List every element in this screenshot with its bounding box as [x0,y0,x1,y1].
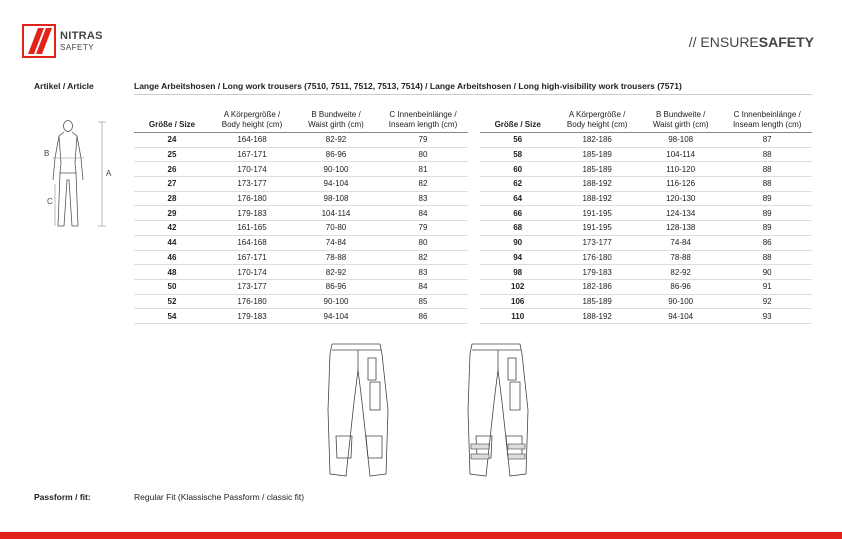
size-cell: 98 [480,265,555,280]
size-cell: 28 [134,191,210,206]
waist-cell: 104-114 [294,206,378,221]
inseam-cell: 91 [722,279,812,294]
size-cell: 48 [134,265,210,280]
waist-cell: 74-84 [294,235,378,250]
header-height: A Körpergröße / Body height (cm) [555,110,639,133]
table-row [480,250,812,265]
size-cell: 29 [134,206,210,221]
height-cell: 185-189 [555,147,639,162]
table-row [134,265,468,280]
table-row [480,162,812,177]
height-cell: 161-165 [210,221,294,236]
label-c: C [47,197,53,206]
waist-cell: 78-88 [294,250,378,265]
height-cell: 188-192 [555,191,639,206]
waist-cell: 90-100 [294,162,378,177]
height-cell: 182-186 [555,279,639,294]
height-cell: 173-177 [210,177,294,192]
waist-cell: 82-92 [639,265,722,280]
waist-cell: 128-138 [639,221,722,236]
inseam-cell: 84 [378,279,468,294]
header-inseam: C Innenbeinlänge / Inseam length (cm) [378,110,468,133]
inseam-cell: 88 [722,250,812,265]
size-cell: 102 [480,279,555,294]
height-cell: 176-180 [555,250,639,265]
brand-logo [22,24,112,58]
inseam-cell: 86 [722,235,812,250]
waist-cell: 120-130 [639,191,722,206]
inseam-cell: 84 [378,206,468,221]
inseam-cell: 80 [378,147,468,162]
table-row [480,177,812,192]
size-cell: 66 [480,206,555,221]
height-cell: 173-177 [555,235,639,250]
table-row [480,191,812,206]
size-cell: 68 [480,221,555,236]
header-waist: B Bundweite / Waist girth (cm) [639,110,722,133]
height-cell: 167-171 [210,147,294,162]
inseam-cell: 88 [722,147,812,162]
waist-cell: 116-126 [639,177,722,192]
waist-cell: 124-134 [639,206,722,221]
table-row [480,206,812,221]
table-body [480,133,812,324]
inseam-cell: 79 [378,221,468,236]
waist-cell: 70-80 [294,221,378,236]
table-row [134,279,468,294]
size-table-left [134,110,468,324]
table-row [480,294,812,309]
label-b: B [44,149,50,158]
divider [134,94,812,95]
waist-cell: 94-104 [639,309,722,324]
table-row [134,191,468,206]
table-row [134,309,468,324]
waist-cell: 94-104 [294,177,378,192]
label-a: A [106,169,112,178]
inseam-cell: 89 [722,206,812,221]
size-cell: 64 [480,191,555,206]
height-cell: 176-180 [210,294,294,309]
table-row [480,309,812,324]
inseam-cell: 83 [378,191,468,206]
waist-cell: 98-108 [639,133,722,148]
waist-cell: 86-96 [294,279,378,294]
size-cell: 24 [134,133,210,148]
inseam-cell: 86 [378,309,468,324]
header-size: Größe / Size [134,110,210,133]
height-cell: 170-174 [210,265,294,280]
article-text: Lange Arbeitshosen / Long work trousers (7510, 7511, 7512, 7513, 7514) / Lange Arbeitshosen / Long high-visibility work trousers (7571) [134,81,682,91]
height-cell: 173-177 [210,279,294,294]
table-row [134,133,468,148]
inseam-cell: 82 [378,250,468,265]
tagline-prefix: // ENSURE [688,34,759,50]
table-row [480,221,812,236]
size-cell: 54 [134,309,210,324]
inseam-cell: 81 [378,162,468,177]
height-cell: 188-192 [555,309,639,324]
inseam-cell: 89 [722,191,812,206]
waist-cell: 94-104 [294,309,378,324]
waist-cell: 86-96 [294,147,378,162]
size-cell: 26 [134,162,210,177]
height-cell: 179-183 [210,309,294,324]
waist-cell: 86-96 [639,279,722,294]
work-trousers-illustration [318,340,398,480]
article-label: Artikel / Article [34,81,94,91]
inseam-cell: 83 [378,265,468,280]
size-cell: 62 [480,177,555,192]
table-row [134,250,468,265]
inseam-cell: 88 [722,177,812,192]
table-row [480,147,812,162]
header-waist: B Bundweite / Waist girth (cm) [294,110,378,133]
waist-cell: 98-108 [294,191,378,206]
size-table-right [480,110,812,324]
size-cell: 52 [134,294,210,309]
inseam-cell: 87 [722,133,812,148]
header-inseam: C Innenbeinlänge / Inseam length (cm) [722,110,812,133]
size-cell: 110 [480,309,555,324]
inseam-cell: 92 [722,294,812,309]
brand-name: NITRAS [60,30,103,42]
inseam-cell: 79 [378,133,468,148]
size-cell: 60 [480,162,555,177]
height-cell: 170-174 [210,162,294,177]
table-body [134,133,468,324]
table-row [134,221,468,236]
waist-cell: 78-88 [639,250,722,265]
table-row [480,265,812,280]
table-row [134,147,468,162]
table-row [134,294,468,309]
inseam-cell: 90 [722,265,812,280]
waist-cell: 110-120 [639,162,722,177]
nitras-logo-icon [22,24,56,58]
table-row [134,235,468,250]
bottom-accent-bar [0,532,842,539]
height-cell: 191-195 [555,206,639,221]
height-cell: 182-186 [555,133,639,148]
height-cell: 185-189 [555,294,639,309]
height-cell: 188-192 [555,177,639,192]
height-cell: 191-195 [555,221,639,236]
inseam-cell: 93 [722,309,812,324]
waist-cell: 82-92 [294,265,378,280]
height-cell: 185-189 [555,162,639,177]
inseam-cell: 80 [378,235,468,250]
waist-cell: 104-114 [639,147,722,162]
header-height: A Körpergröße / Body height (cm) [210,110,294,133]
waist-cell: 90-100 [294,294,378,309]
table-row [134,206,468,221]
size-cell: 90 [480,235,555,250]
brand-sub: SAFETY [60,43,95,52]
size-cell: 25 [134,147,210,162]
body-measurement-figure [30,118,120,228]
size-cell: 44 [134,235,210,250]
inseam-cell: 89 [722,221,812,236]
waist-cell: 82-92 [294,133,378,148]
size-cell: 94 [480,250,555,265]
table-row [134,162,468,177]
tagline [689,34,814,50]
table-header-row [134,110,468,133]
size-cell: 58 [480,147,555,162]
table-row [134,177,468,192]
height-cell: 179-183 [555,265,639,280]
size-cell: 106 [480,294,555,309]
height-cell: 164-168 [210,235,294,250]
size-cell: 50 [134,279,210,294]
size-cell: 42 [134,221,210,236]
inseam-cell: 82 [378,177,468,192]
hi-vis-trousers-illustration [458,340,538,480]
size-cell: 46 [134,250,210,265]
inseam-cell: 88 [722,162,812,177]
header-size: Größe / Size [480,110,555,133]
table-header-row [480,110,812,133]
waist-cell: 90-100 [639,294,722,309]
size-cell: 56 [480,133,555,148]
waist-cell: 74-84 [639,235,722,250]
table-row [480,235,812,250]
height-cell: 179-183 [210,206,294,221]
fit-text: Regular Fit (Klassische Passform / classic fit) [134,492,305,502]
table-row [480,133,812,148]
height-cell: 164-168 [210,133,294,148]
inseam-cell: 85 [378,294,468,309]
height-cell: 167-171 [210,250,294,265]
height-cell: 176-180 [210,191,294,206]
size-cell: 27 [134,177,210,192]
table-row [480,279,812,294]
tagline-bold: SAFETY [758,34,814,50]
fit-label: Passform / fit: [34,492,91,502]
